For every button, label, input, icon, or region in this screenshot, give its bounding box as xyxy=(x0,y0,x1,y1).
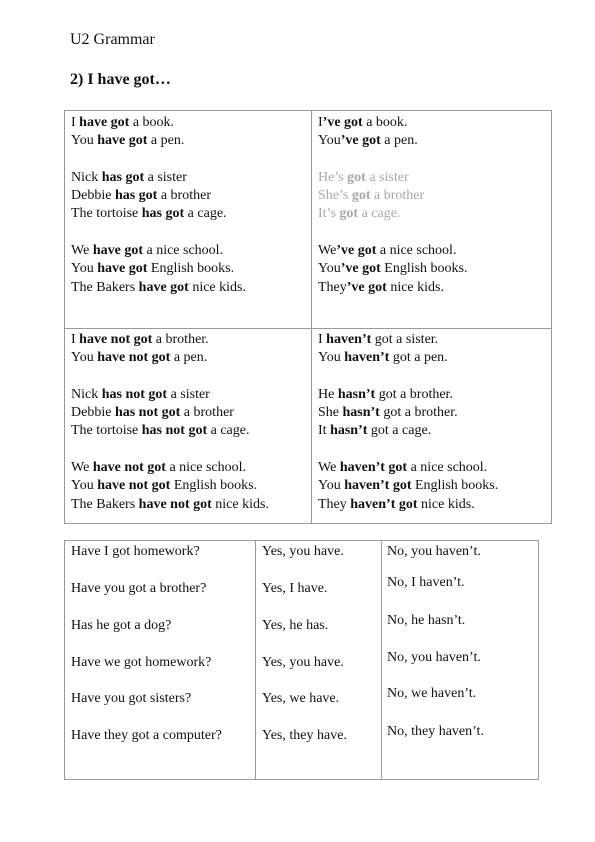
sentence-part: The Bakers xyxy=(71,279,139,295)
sentence-line xyxy=(318,260,468,278)
sentence-part: a cage. xyxy=(184,206,227,222)
verb-form: has not got xyxy=(101,386,168,402)
sentence-line xyxy=(318,132,468,150)
question-text: Have you got sisters? xyxy=(71,691,192,706)
verb-form: have not got xyxy=(97,478,171,494)
sentence-part: We xyxy=(71,243,93,259)
sentence-part: Nick xyxy=(71,169,102,185)
sentence-part: I xyxy=(71,115,80,130)
verb-form: has got xyxy=(141,206,185,222)
page-title: 2) I have got… xyxy=(70,71,171,88)
negative-short-cell xyxy=(318,331,498,514)
verb-form: haven’t xyxy=(344,350,390,366)
sentence-part: You xyxy=(318,478,345,494)
verb-form: hasn’t xyxy=(330,423,368,439)
sentence-part: a brother xyxy=(180,405,234,421)
sentence-part: a brother xyxy=(370,188,425,204)
sentence-part: a nice school. xyxy=(376,243,457,259)
sentence-part: a pen. xyxy=(147,133,185,149)
sentence-part: She xyxy=(318,405,343,421)
verb-form: haven’t got xyxy=(339,460,408,476)
verb-form: haven’t got xyxy=(350,496,418,512)
verb-form: have got xyxy=(92,243,143,259)
sentence-part: a brother. xyxy=(152,332,209,347)
verb-form: hasn’t xyxy=(337,386,376,402)
sentence-part: got a brother. xyxy=(379,405,458,421)
yes-answer: Yes, I have. xyxy=(262,581,328,596)
sentence-part: You xyxy=(318,350,345,366)
no-answer: No, he hasn’t. xyxy=(387,613,466,628)
table-divider xyxy=(311,111,312,523)
sentence-part: got a brother. xyxy=(375,386,453,402)
verb-form: has got xyxy=(101,169,145,185)
sentence-part: a pen. xyxy=(380,133,418,149)
sentence-line xyxy=(318,404,498,422)
sentence-part: a sister xyxy=(167,386,210,402)
sentence-line xyxy=(318,477,498,495)
no-answer: No, they haven’t. xyxy=(387,724,484,739)
table-divider xyxy=(255,541,256,779)
sentence-line xyxy=(71,242,246,260)
sentence-part: a book. xyxy=(129,115,175,130)
sentence-line xyxy=(318,169,468,187)
verb-form: have got xyxy=(79,115,130,130)
no-answer: No, we haven’t. xyxy=(387,686,477,701)
sentence-part: You xyxy=(71,133,98,149)
sentence-line xyxy=(71,260,246,278)
sentence-part: They xyxy=(318,496,351,512)
verb-form: have got xyxy=(138,279,189,295)
sentence-line xyxy=(318,279,468,297)
sentence-line xyxy=(71,459,269,477)
verb-form: have not got xyxy=(138,496,212,512)
sentence-part: got a sister. xyxy=(371,332,439,347)
question-text: Have we got homework? xyxy=(71,655,212,670)
affirmative-full-cell xyxy=(71,114,246,297)
sentence-part: You xyxy=(71,350,98,366)
sentence-part: It’s xyxy=(318,206,340,222)
sentence-part: got a pen. xyxy=(389,350,448,366)
sentence-part: nice kids. xyxy=(386,279,444,295)
verb-form: hasn’t xyxy=(342,405,380,421)
sentence-line xyxy=(71,187,246,205)
question-text: Have you got a brother? xyxy=(71,581,207,596)
sentence-part: You xyxy=(318,133,341,149)
sentence-part: I xyxy=(318,332,327,347)
sentence-line xyxy=(318,422,498,440)
sentence-part: English books. xyxy=(170,478,258,494)
verb-form: has not got xyxy=(114,405,181,421)
sentence-line xyxy=(71,386,269,404)
sentence-part: a nice school. xyxy=(142,243,224,259)
sentence-part: Nick xyxy=(71,386,102,402)
sentence-part: You xyxy=(71,478,98,494)
no-answer: No, you haven’t. xyxy=(387,544,481,559)
sentence-part: The tortoise xyxy=(71,423,142,439)
sentence-line xyxy=(318,242,468,260)
sentence-part: nice kids. xyxy=(211,496,269,512)
sentence-line xyxy=(318,331,498,349)
sentence-line xyxy=(71,496,269,514)
sentence-line xyxy=(71,169,246,187)
yes-answer: Yes, he has. xyxy=(262,618,329,633)
verb-form: ’ve got xyxy=(322,115,363,130)
sentence-part: a cage. xyxy=(207,423,250,439)
unit-heading: U2 Grammar xyxy=(70,31,155,48)
affirmative-short-cell xyxy=(318,114,468,297)
sentence-part: a brother xyxy=(157,188,211,204)
sentence-line xyxy=(71,422,269,440)
verb-form: have got xyxy=(97,261,148,277)
sentence-line xyxy=(71,132,246,150)
sentence-line xyxy=(71,404,269,422)
sentence-part: a nice school. xyxy=(165,460,247,476)
verb-form: got xyxy=(339,206,359,222)
sentence-part: We xyxy=(318,460,340,476)
sentence-part: a cage. xyxy=(358,206,401,222)
sentence-line xyxy=(71,331,269,349)
verb-form: ’ve got xyxy=(340,133,381,149)
sentence-part: The tortoise xyxy=(71,206,142,222)
yes-answer: Yes, you have. xyxy=(262,655,344,670)
sentence-part: got a cage. xyxy=(367,423,432,439)
verb-form: have not got xyxy=(79,332,153,347)
sentence-line xyxy=(318,496,498,514)
sentence-part: nice kids. xyxy=(417,496,475,512)
sentence-line xyxy=(71,477,269,495)
sentence-line xyxy=(318,114,468,132)
verb-form: have got xyxy=(97,133,148,149)
sentence-part: English books. xyxy=(411,478,499,494)
question-text: Has he got a dog? xyxy=(71,618,172,633)
verb-form: ’ve got xyxy=(340,261,381,277)
sentence-part: She’s xyxy=(318,188,352,204)
sentence-part: We xyxy=(318,243,337,259)
sentence-part: English books. xyxy=(380,261,468,277)
yes-answer: Yes, they have. xyxy=(262,728,347,743)
sentence-part: a sister xyxy=(144,169,187,185)
sentence-part: You xyxy=(318,261,341,277)
sentence-part: a book. xyxy=(362,115,408,130)
verb-form: haven’t xyxy=(326,332,372,347)
sentence-line xyxy=(318,187,468,205)
verb-form: has got xyxy=(114,188,158,204)
sentence-part: a sister xyxy=(365,169,409,185)
sentence-part: Debbie xyxy=(71,188,115,204)
table-divider xyxy=(381,541,382,779)
no-answer: No, you haven’t. xyxy=(387,650,481,665)
verb-form: got xyxy=(347,169,366,185)
sentence-part: We xyxy=(71,460,93,476)
sentence-part: It xyxy=(318,423,331,439)
sentence-part: He xyxy=(318,386,338,402)
sentence-part: I xyxy=(318,115,323,130)
verb-form: got xyxy=(351,188,371,204)
sentence-line xyxy=(318,459,498,477)
sentence-line xyxy=(71,279,246,297)
yes-answer: Yes, you have. xyxy=(262,544,344,559)
sentence-line xyxy=(318,349,498,367)
sentence-line xyxy=(71,205,246,223)
verb-form: haven’t got xyxy=(344,478,412,494)
question-text: Have they got a computer? xyxy=(71,728,222,743)
sentence-part: He’s xyxy=(318,169,348,185)
sentence-part: I xyxy=(71,332,80,347)
sentence-part: English books. xyxy=(147,261,235,277)
verb-form: have not got xyxy=(97,350,171,366)
sentence-line xyxy=(318,205,468,223)
yes-answer: Yes, we have. xyxy=(262,691,340,706)
sentence-part: The Bakers xyxy=(71,496,139,512)
negative-full-cell xyxy=(71,331,269,514)
question-text: Have I got homework? xyxy=(71,544,200,559)
verb-form: has not got xyxy=(141,423,208,439)
sentence-line xyxy=(71,349,269,367)
verb-form: ’ve got xyxy=(336,243,377,259)
conjugation-table xyxy=(64,110,552,524)
sentence-part: a nice school. xyxy=(407,460,488,476)
verb-form: have not got xyxy=(92,460,166,476)
sentence-part: nice kids. xyxy=(188,279,246,295)
sentence-line xyxy=(71,114,246,132)
sentence-part: a pen. xyxy=(170,350,208,366)
sentence-line xyxy=(318,386,498,404)
sentence-part: They xyxy=(318,279,347,295)
sentence-part: Debbie xyxy=(71,405,115,421)
no-answer: No, I haven’t. xyxy=(387,575,465,590)
table-divider xyxy=(65,328,551,329)
sentence-part: You xyxy=(71,261,98,277)
verb-form: ’ve got xyxy=(346,279,387,295)
questions-answers-table xyxy=(64,540,539,780)
